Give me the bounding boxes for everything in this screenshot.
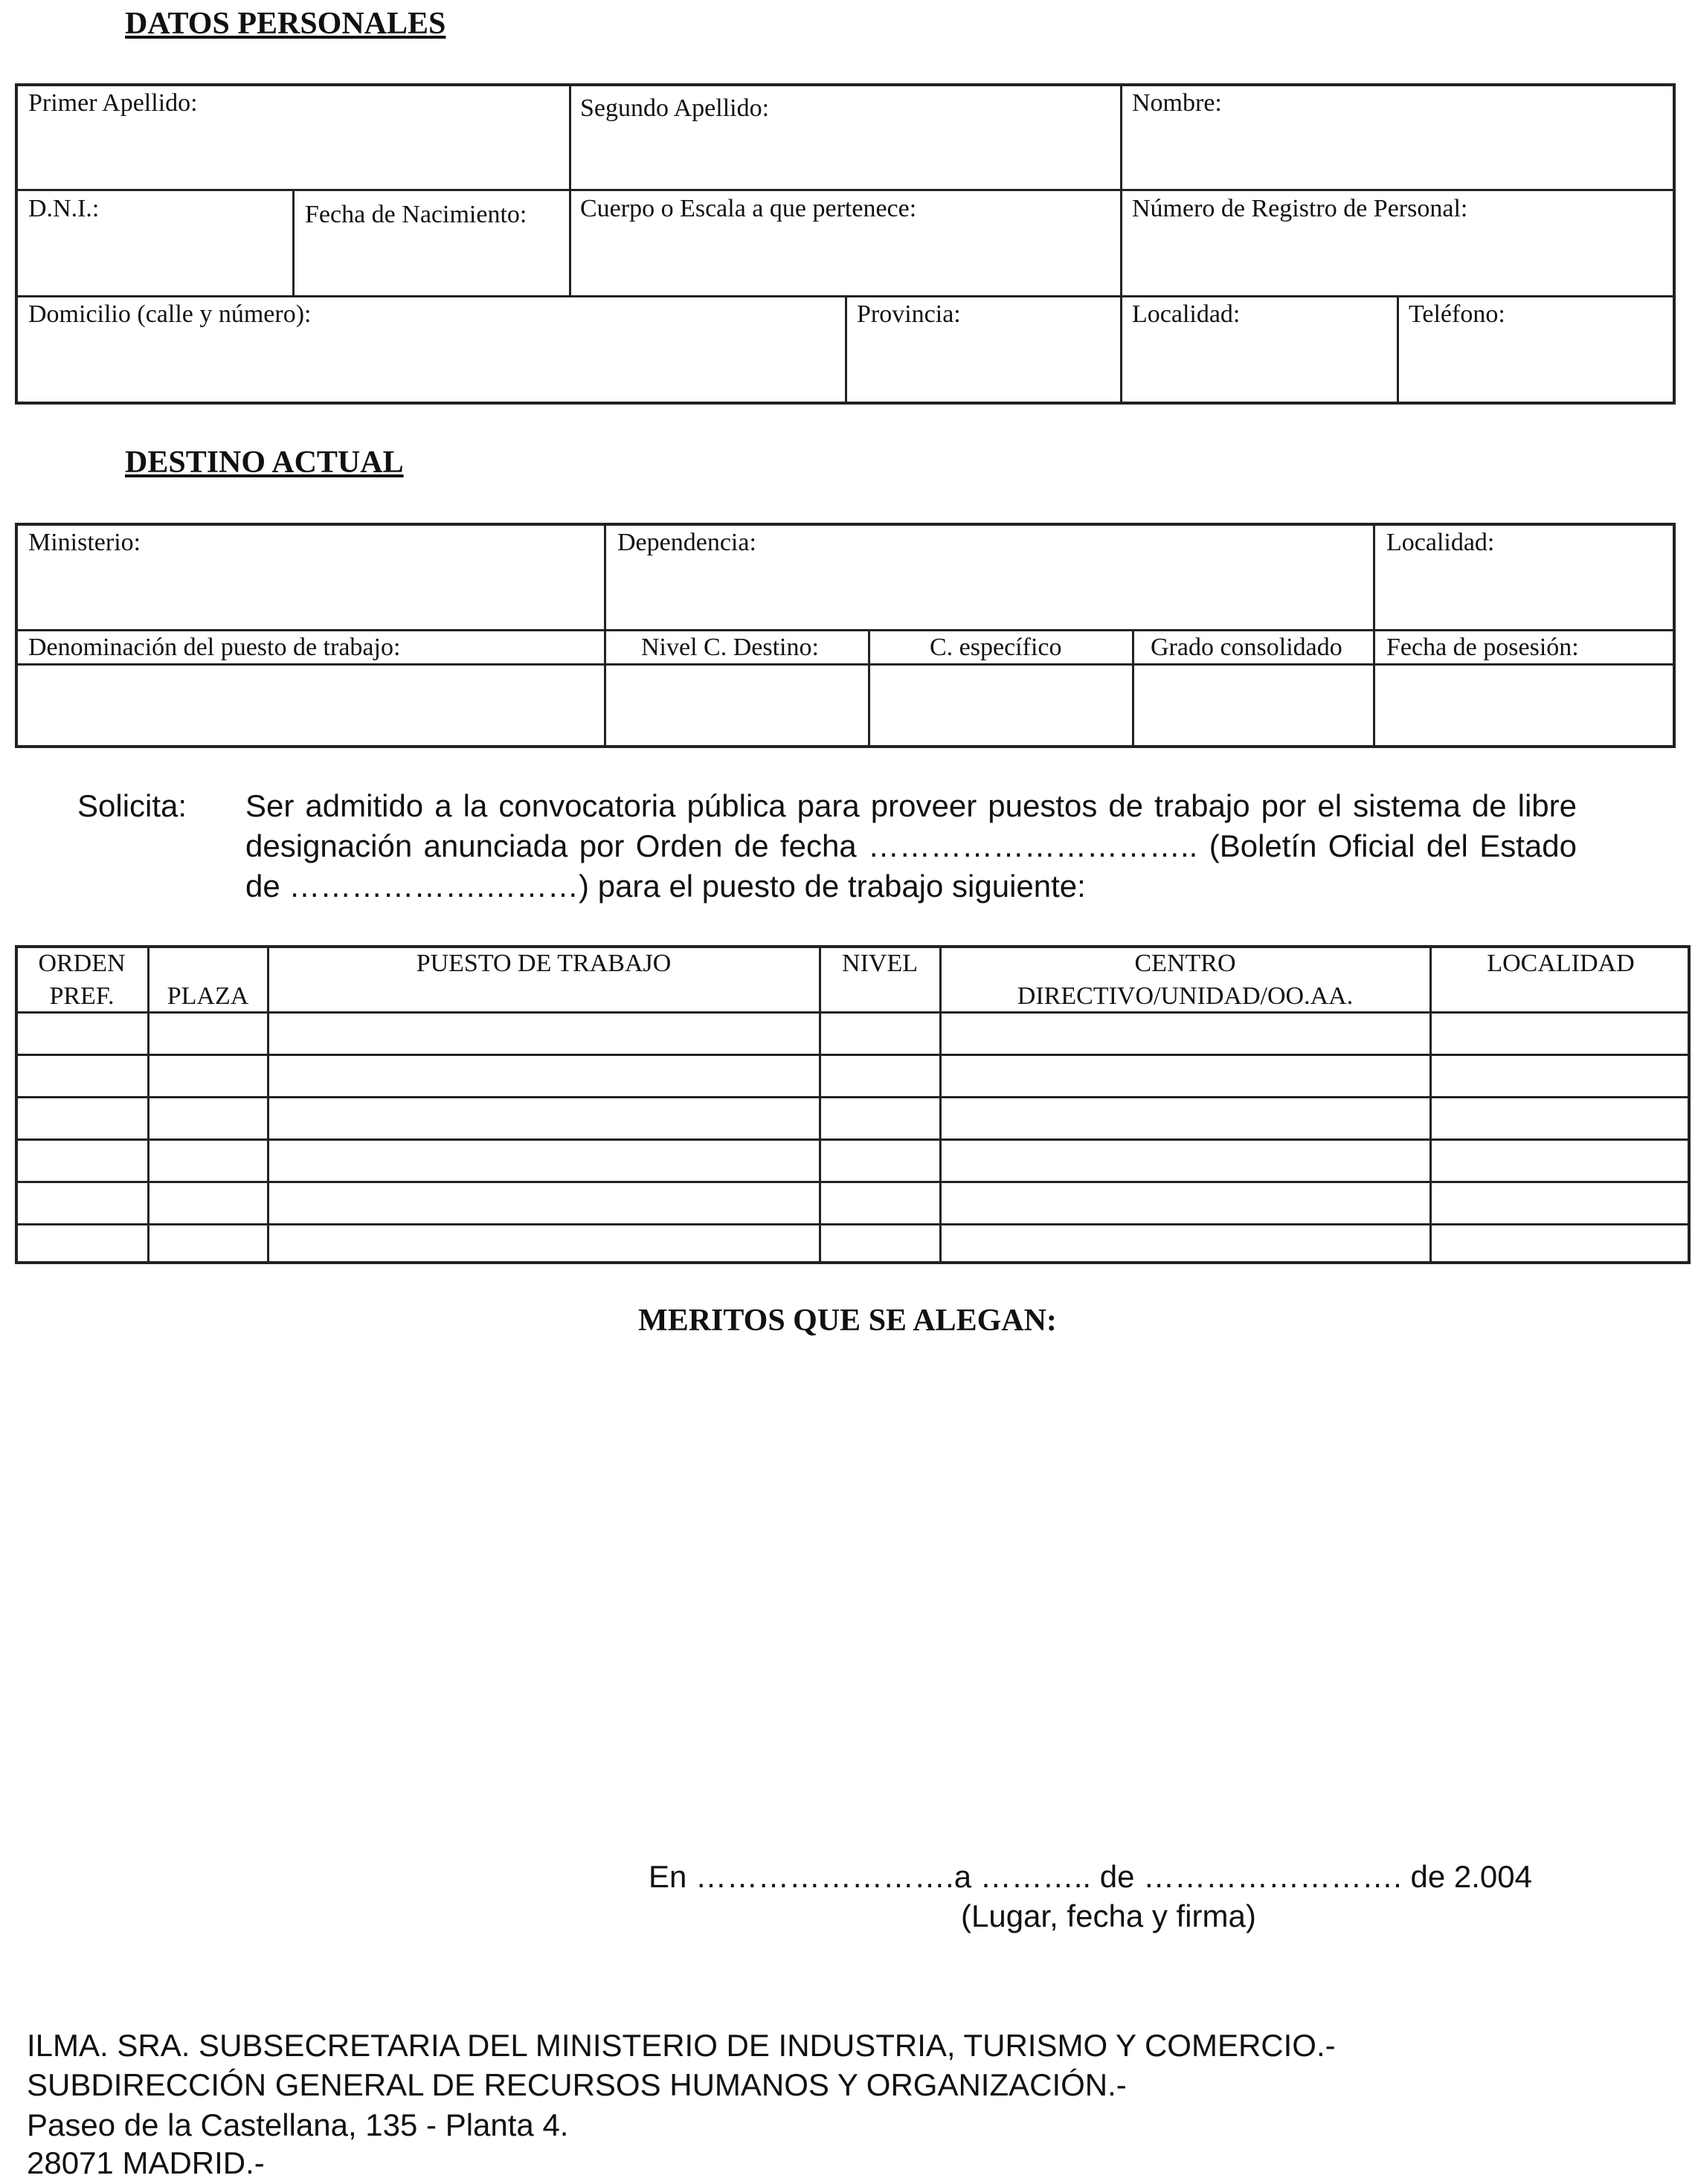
table-row-divider [15, 1054, 1691, 1056]
datos-personales-heading: DATOS PERSONALES [125, 7, 446, 41]
c-especifico-label: C. específico [930, 634, 1062, 661]
domicilio-label: Domicilio (calle y número): [28, 300, 312, 328]
destino-actual-heading: DESTINO ACTUAL [125, 445, 404, 480]
grado-consolidado-label: Grado consolidado [1151, 634, 1342, 661]
divider [569, 83, 571, 297]
header-plaza: PLAZA [167, 982, 249, 1010]
header-localidad: LOCALIDAD [1487, 950, 1635, 977]
header-nivel: NIVEL [842, 950, 918, 977]
divider [845, 295, 847, 405]
primer-apellido-label: Primer Apellido: [28, 89, 198, 117]
divider [1397, 295, 1399, 405]
meritos-heading: MERITOS QUE SE ALEGAN: [638, 1304, 1057, 1338]
table-row-divider [15, 1223, 1691, 1225]
divider [292, 189, 295, 297]
localidad-actual-label: Localidad: [1386, 529, 1495, 556]
divider [267, 945, 269, 1264]
destinatario-line-1: ILMA. SRA. SUBSECRETARIA DEL MINISTERIO DE INDUSTRIA, TURISMO Y COMERCIO.- [27, 2028, 1336, 2063]
solicita-line-2: designación anunciada por Orden de fecha ………………………….. (Boletín Oficial del Estado [245, 828, 1577, 863]
divider [819, 945, 821, 1264]
divider [1132, 629, 1134, 748]
divider [604, 523, 606, 748]
divider [868, 629, 870, 748]
numero-registro-label: Número de Registro de Personal: [1132, 195, 1468, 222]
fecha-nacimiento-label: Fecha de Nacimiento: [305, 201, 527, 228]
destinatario-line-4: 28071 MADRID.- [27, 2145, 265, 2180]
header-orden: ORDEN [38, 950, 126, 977]
dependencia-label: Dependencia: [617, 529, 756, 556]
telefono-label: Teléfono: [1409, 300, 1505, 328]
table-row-divider [15, 1181, 1691, 1183]
firma-line: En …………………….a ……….. de ……………………. de 2.004 [649, 1859, 1532, 1894]
nivel-destino-label: Nivel C. Destino: [641, 634, 819, 661]
divider [1120, 83, 1122, 405]
destinatario-line-3: Paseo de la Castellana, 135 - Planta 4. [27, 2107, 569, 2142]
header-pref: PREF. [49, 982, 115, 1010]
dni-label: D.N.I.: [28, 195, 100, 222]
divider [15, 663, 1676, 666]
ministerio-label: Ministerio: [28, 529, 141, 556]
cuerpo-escala-label: Cuerpo o Escala a que pertenece: [580, 195, 917, 222]
header-centro-directivo: DIRECTIVO/UNIDAD/OO.AA. [1017, 982, 1354, 1010]
provincia-label: Provincia: [857, 300, 961, 328]
firma-caption: (Lugar, fecha y firma) [961, 1898, 1256, 1933]
divider [1373, 523, 1375, 748]
divider [15, 629, 1676, 631]
table-row-divider [15, 1138, 1691, 1141]
localidad-label: Localidad: [1132, 300, 1241, 328]
fecha-posesion-label: Fecha de posesión: [1386, 634, 1579, 661]
header-centro: CENTRO [1134, 950, 1236, 977]
destinatario-line-2: SUBDIRECCIÓN GENERAL DE RECURSOS HUMANOS Y ORGANIZACIÓN.- [27, 2067, 1127, 2102]
divider [15, 189, 1676, 191]
divider [1429, 945, 1432, 1264]
solicita-line-1: Ser admitido a la convocatoria pública para proveer puestos de trabajo por el sistema de libre [245, 788, 1577, 823]
solicita-line-3: de ……………….………) para el puesto de trabajo siguiente: [245, 869, 1086, 903]
nombre-label: Nombre: [1132, 89, 1222, 117]
segundo-apellido-label: Segundo Apellido: [580, 94, 770, 122]
solicita-label: Solicita: [77, 788, 187, 823]
table-row-divider [15, 1096, 1691, 1098]
denominacion-label: Denominación del puesto de trabajo: [28, 634, 401, 661]
header-puesto: PUESTO DE TRABAJO [416, 950, 672, 977]
